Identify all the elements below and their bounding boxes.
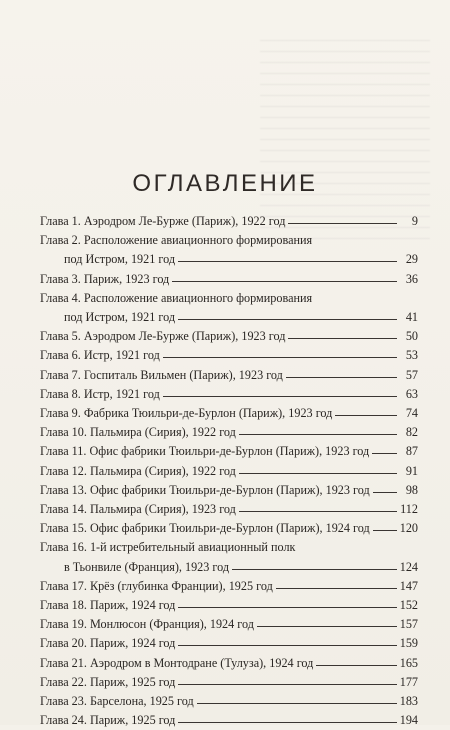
toc-entry-line [40, 500, 418, 519]
toc-entry-title: Глава 23. Барселона, 1925 год [40, 694, 194, 709]
toc-entry [40, 481, 418, 500]
toc-entry-title: Глава 7. Госпиталь Вильмен (Париж), 1923 год [40, 367, 283, 382]
toc-entry [40, 212, 418, 231]
toc-entry-continuation [40, 558, 418, 577]
toc-entry-title: Глава 21. Аэродром в Монтодране (Тулуза), 1924 год [40, 655, 314, 670]
table-of-contents [40, 212, 418, 730]
toc-entry-title: Глава 19. Монлюсон (Франция), 1924 год [40, 617, 254, 632]
toc-entry-line [40, 634, 418, 653]
toc-entry-line [40, 692, 418, 711]
toc-entry [40, 385, 418, 404]
toc-entry-title: Глава 6. Истр, 1921 год [40, 348, 160, 363]
leader-line [163, 357, 397, 358]
toc-entry-title: под Истром, 1921 год [64, 310, 176, 325]
leader-line [178, 607, 396, 608]
leader-line [316, 665, 396, 666]
leader-line [178, 261, 397, 262]
toc-entry [40, 711, 418, 730]
toc-entry-line [40, 673, 418, 692]
toc-page-number: 74 [405, 406, 418, 421]
page-title: ОГЛАВЛЕНИЕ [132, 170, 318, 197]
toc-entry [40, 423, 418, 442]
leader-line [288, 223, 397, 224]
toc-entry-title: Глава 12. Пальмира (Сирия), 1922 год [40, 463, 236, 478]
toc-entry-title: Глава 13. Офис фабрики Тюильри-де-Бурлон (Париж), 1923 год [40, 482, 370, 497]
toc-page-number: 147 [399, 578, 418, 593]
toc-page-number: 9 [411, 214, 418, 228]
leader-line [286, 377, 397, 378]
toc-entry [40, 673, 418, 692]
toc-entry-title: Глава 4. Расположение авиационного формирования [40, 290, 313, 305]
toc-entry [40, 577, 418, 596]
leader-line [172, 281, 397, 282]
toc-entry [40, 289, 418, 327]
toc-entry-line [40, 404, 418, 423]
toc-entry-title: Глава 5. Аэродром Ле-Бурже (Париж), 1923 год [40, 329, 286, 344]
toc-page-number: 57 [405, 367, 418, 382]
toc-entry-title: Глава 24. Париж, 1925 год [40, 713, 176, 728]
toc-entry-title: Глава 15. Офис фабрики Тюильри-де-Бурлон (Париж), 1924 год [40, 521, 370, 536]
leader-line [239, 473, 397, 474]
leader-line [239, 511, 397, 512]
bleed-through-text [260, 40, 430, 240]
toc-entry-line [40, 289, 418, 308]
toc-entry-title: Глава 16. 1-й истребительный авиационный полк [40, 540, 296, 555]
toc-entry [40, 500, 418, 519]
toc-page-number: 165 [399, 655, 418, 670]
toc-page-number: 63 [405, 386, 418, 401]
toc-entry [40, 462, 418, 481]
toc-entry [40, 538, 418, 576]
toc-page-number: 152 [399, 598, 418, 613]
toc-page-number: 124 [399, 559, 418, 574]
toc-entry-line [40, 231, 418, 250]
toc-page-number: 120 [399, 521, 418, 536]
toc-page-number: 157 [399, 617, 418, 632]
toc-entry-title: Глава 18. Париж, 1924 год [40, 598, 176, 613]
leader-line [276, 588, 397, 589]
toc-entry-line [40, 711, 418, 730]
toc-page-number: 159 [399, 636, 418, 651]
leader-line [178, 645, 396, 646]
leader-line [197, 703, 397, 704]
toc-entry-title: Глава 1. Аэродром Ле-Бурже (Париж), 1922 год [40, 214, 286, 228]
toc-page-number: 194 [399, 713, 418, 728]
toc-entry-title: в Тьонвиле (Франция), 1923 год [64, 559, 230, 574]
toc-entry-line [40, 385, 418, 404]
toc-entry-line [40, 270, 418, 289]
toc-entry-line [40, 462, 418, 481]
toc-entry [40, 615, 418, 634]
toc-entry [40, 346, 418, 365]
leader-line [178, 319, 397, 320]
toc-entry-line [40, 327, 418, 346]
toc-entry [40, 366, 418, 385]
toc-entry-line [40, 366, 418, 385]
leader-line [373, 492, 397, 493]
toc-entry-line [40, 442, 418, 461]
toc-entry-line [40, 615, 418, 634]
leader-line [335, 415, 397, 416]
toc-entry [40, 442, 418, 461]
leader-line [372, 453, 397, 454]
toc-entry [40, 596, 418, 615]
toc-page-number: 87 [405, 444, 418, 459]
toc-entry [40, 519, 418, 538]
toc-entry-title: Глава 2. Расположение авиационного формирования [40, 233, 313, 248]
toc-entry [40, 327, 418, 346]
toc-entry [40, 634, 418, 653]
toc-entry-line [40, 212, 418, 231]
leader-line [257, 626, 397, 627]
toc-entry-line [40, 481, 418, 500]
toc-entry [40, 231, 418, 269]
toc-entry-line [40, 654, 418, 673]
leader-line [232, 569, 397, 570]
toc-entry-line [40, 423, 418, 442]
leader-line [163, 396, 397, 397]
toc-entry [40, 270, 418, 289]
toc-entry-continuation [40, 308, 418, 327]
toc-entry [40, 654, 418, 673]
toc-page-number: 41 [405, 310, 418, 325]
toc-page-number: 29 [405, 252, 418, 267]
toc-entry-line [40, 577, 418, 596]
toc-entry-line [40, 519, 418, 538]
toc-entry-line [40, 596, 418, 615]
leader-line [288, 338, 397, 339]
toc-entry-title: под Истром, 1921 год [64, 252, 176, 267]
toc-entry-title: Глава 17. Крёз (глубинка Франции), 1925 год [40, 578, 273, 593]
toc-page-number: 98 [405, 482, 418, 497]
leader-line [239, 434, 397, 435]
toc-page-number: 50 [405, 329, 418, 344]
toc-entry-title: Глава 9. Фабрика Тюильри-де-Бурлон (Париж), 1923 год [40, 406, 333, 421]
toc-entry-title: Глава 8. Истр, 1921 год [40, 386, 160, 401]
toc-page-number: 177 [399, 674, 418, 689]
leader-line [178, 684, 396, 685]
toc-entry-title: Глава 14. Пальмира (Сирия), 1923 год [40, 502, 236, 517]
toc-entry-title: Глава 11. Офис фабрики Тюильри-де-Бурлон (Париж), 1923 год [40, 444, 370, 459]
toc-page-number: 112 [400, 502, 418, 517]
toc-page-number: 82 [405, 425, 418, 440]
toc-page-number: 36 [405, 271, 418, 286]
toc-entry-line [40, 346, 418, 365]
toc-page-number: 53 [405, 348, 418, 363]
leader-line [373, 530, 397, 531]
toc-entry-line [40, 538, 418, 557]
toc-page-number: 91 [405, 463, 418, 478]
toc-entry-title: Глава 3. Париж, 1923 год [40, 271, 170, 286]
leader-line [178, 722, 396, 723]
toc-entry-title: Глава 20. Париж, 1924 год [40, 636, 176, 651]
toc-entry-title: Глава 10. Пальмира (Сирия), 1922 год [40, 425, 236, 440]
toc-entry [40, 404, 418, 423]
toc-entry-title: Глава 22. Париж, 1925 год [40, 674, 176, 689]
toc-entry-continuation [40, 250, 418, 269]
toc-entry [40, 692, 418, 711]
toc-page-number: 183 [399, 694, 418, 709]
